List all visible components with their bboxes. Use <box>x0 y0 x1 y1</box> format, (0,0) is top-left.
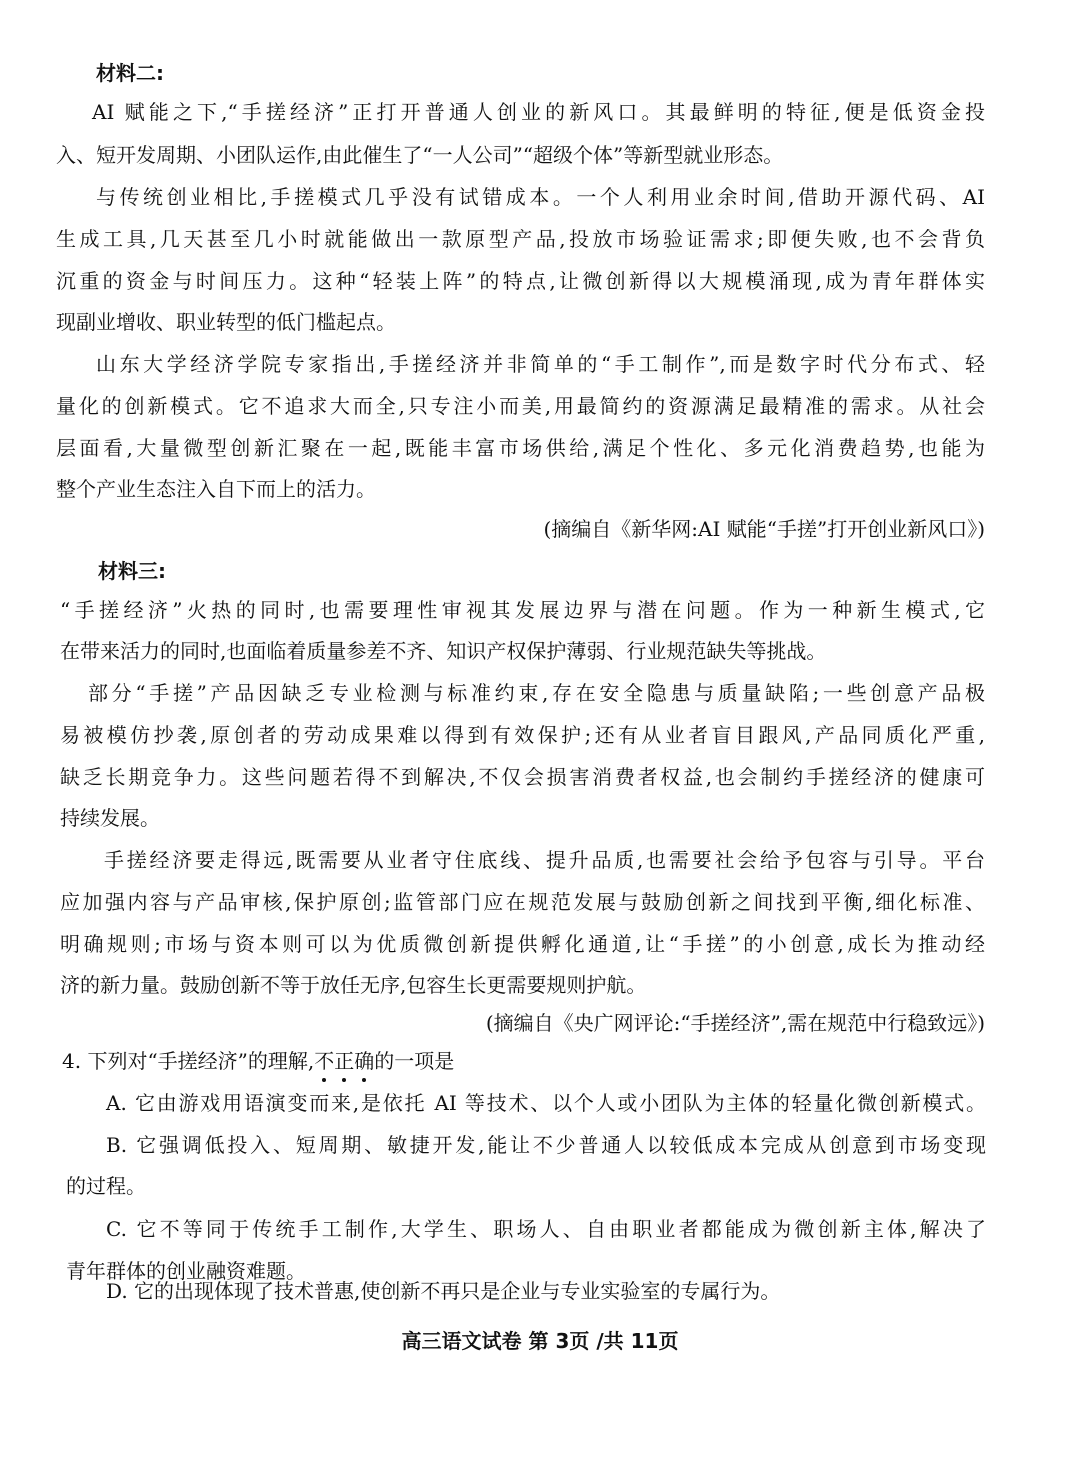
material3-line-5: 缺乏长期竞争力。这些问题若得不到解决,不仅会损害消费者权益,也会制约手搓经济的健康可 <box>60 765 985 789</box>
material3-line-7: 手搓经济要走得远,既需要从业者守住底线、提升品质,也需要社会给予包容与引导。平台 <box>104 848 985 872</box>
material2-line-1: AI 赋能之下,“手搓经济”正打开普通人创业的新风口。其最鲜明的特征,便是低资金投 <box>92 100 985 124</box>
material3-line-3: 部分“手搓”产品因缺乏专业检测与标准约束,存在安全隐患与质量缺陷;一些创意产品极 <box>88 681 985 705</box>
material3-line-1: “手搓经济”火热的同时,也需要理性审视其发展边界与潜在问题。作为一种新生模式,它 <box>60 598 985 622</box>
material3-line-2: 在带来活力的同时,也面临着质量参差不齐、知识产权保护薄弱、行业规范缺失等挑战。 <box>60 639 827 663</box>
material2-line-3: 与传统创业相比,手搓模式几乎没有试错成本。一个人利用业余时间,借助开源代码、AI <box>96 185 985 209</box>
option-a: A. 它由游戏用语演变而来,是依托 AI 等技术、以个人或小团队为主体的轻量化微创新模式。 <box>106 1091 986 1115</box>
page-footer: 高三语文试卷 第 3页 /共 11页 <box>401 1329 679 1353</box>
question-stem <box>62 1046 982 1076</box>
material2-line-6: 现副业增收、职业转型的低门槛起点。 <box>56 310 396 334</box>
material3-line-6: 持续发展。 <box>60 806 160 830</box>
material3-line-10: 济的新力量。鼓励创新不等于放任无序,包容生长更需要规则护航。 <box>60 973 647 997</box>
material2-line-10: 整个产业生态注入自下而上的活力。 <box>56 477 376 501</box>
question-stem-suffix: 的一项是 <box>374 1049 455 1073</box>
option-b-line-2: 的过程。 <box>66 1174 146 1198</box>
material2-line-5: 沉重的资金与时间压力。这种“轻装上阵”的特点,让微创新得以大规模涌现,成为青年群体实 <box>56 269 985 293</box>
option-d: D. 它的出现体现了技术普惠,使创新不再只是企业与专业实验室的专属行为。 <box>106 1279 781 1303</box>
material2-line-8: 量化的创新模式。它不追求大而全,只专注小而美,用最简约的资源满足最精准的需求。从社会 <box>56 394 985 418</box>
option-b-line-1: B. 它强调低投入、短周期、敏捷开发,能让不少普通人以较低成本完成从创意到市场变现 <box>106 1133 986 1157</box>
material2-heading: 材料二: <box>96 61 164 85</box>
emphasis-char-3: 确 <box>354 1046 374 1076</box>
emphasis-char-1: 不 <box>314 1046 334 1076</box>
material3-source: (摘编自《央广网评论:“手搓经济”,需在规范中行稳致远》) <box>485 1011 985 1035</box>
option-c-line-1: C. 它不等同于传统手工制作,大学生、职场人、自由职业者都能成为微创新主体,解决了 <box>106 1217 986 1241</box>
material3-line-8: 应加强内容与产品审核,保护原创;监管部门应在规范发展与鼓励创新之间找到平衡,细化标准、 <box>60 890 985 914</box>
material2-source: (摘编自《新华网:AI 赋能“手搓”打开创业新风口》) <box>543 517 985 541</box>
material3-heading: 材料三: <box>98 559 166 583</box>
material3-line-9: 明确规则;市场与资本则可以为优质微创新提供孵化通道,让“手搓”的小创意,成长为推动经 <box>60 932 985 956</box>
material2-line-7: 山东大学经济学院专家指出,手搓经济并非简单的“手工制作”,而是数字时代分布式、轻 <box>96 352 985 376</box>
material2-line-9: 层面看,大量微型创新汇聚在一起,既能丰富市场供给,满足个性化、多元化消费趋势,也能为 <box>56 436 985 460</box>
material2-line-2: 入、短开发周期、小团队运作,由此催生了“一人公司”“超级个体”等新型就业形态。 <box>56 143 784 167</box>
material3-line-4: 易被模仿抄袭,原创者的劳动成果难以得到有效保护;还有从业者盲目跟风,产品同质化严重, <box>60 723 985 747</box>
material2-line-4: 生成工具,几天甚至几小时就能做出一款原型产品,投放市场验证需求;即便失败,也不会背负 <box>56 227 985 251</box>
question-stem-prefix: 4. 下列对“手搓经济”的理解, <box>62 1049 315 1073</box>
emphasis-char-2: 正 <box>334 1046 354 1076</box>
option-c-line-2: 青年群体的创业融资难题。 <box>66 1259 306 1283</box>
